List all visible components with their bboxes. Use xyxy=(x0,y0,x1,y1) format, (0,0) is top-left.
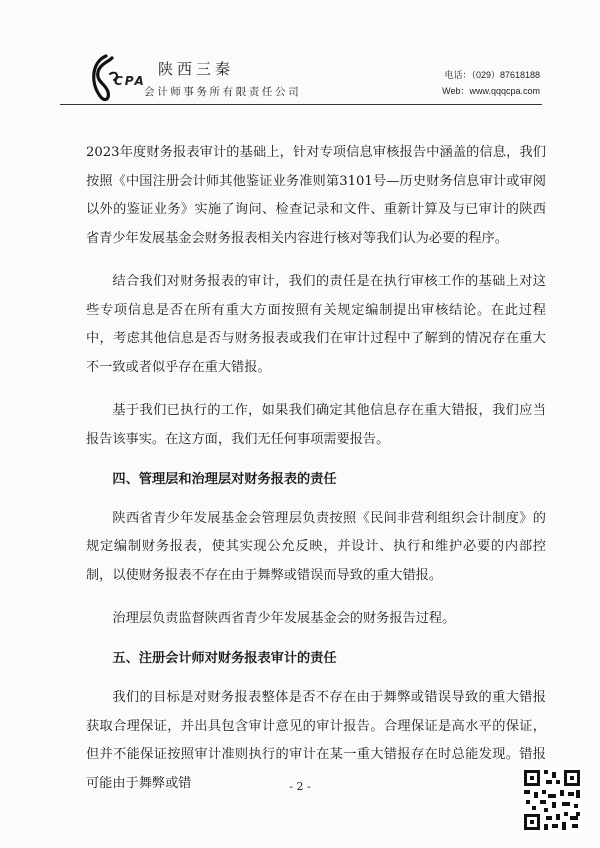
logo-text: CPA xyxy=(114,74,146,88)
website-link[interactable]: Web：www.qqqcpa.com xyxy=(442,86,540,96)
letterhead xyxy=(0,0,600,110)
report-body xyxy=(86,139,546,813)
page-number: - 2 - xyxy=(289,780,311,793)
paragraph: 治理层负责监督陕西省青少年发展基金会的财务报告过程。 xyxy=(112,611,456,627)
paragraph: 2023年度财务报表审计的基础上，针对专项信息审核报告中涵盖的信息，我们按照《中国注册会计师其他鉴证业务准则第3101号—历史财务信息审计或审阅以外的鉴证业务》实施了询问、检查记录和文件、重新计算及与已审计的陕西省青少年发展基金会财务报表相关内容进行核对等我们认为必要的程序。 xyxy=(86,145,546,246)
paragraph: 基于我们已执行的工作，如果我们确定其他信息存在重大错报，我们应当报告该事实。在这方面，我们无任何事项需要报告。 xyxy=(86,402,546,447)
header-divider xyxy=(60,104,542,105)
paragraph: 陕西省青少年发展基金会管理层负责按照《民间非营利组织会计制度》的规定编制财务报表，使其实现公允反映，并设计、执行和维护必要的内部控制，以使财务报表不存在由于舞弊或错误而导致的重大错报。 xyxy=(86,510,546,583)
phone-number: 电话：（029）87618188 xyxy=(444,70,540,80)
contact-info xyxy=(442,67,540,99)
section-heading: 五、注册会计师对财务报表审计的责任 xyxy=(112,651,337,667)
paragraph: 我们的目标是对财务报表整体是否不存在由于舞弊或错误导致的重大错报获取合理保证，并出具包含审计意见的审计报告。合理保证是高水平的保证，但并不能保证按照审计准则执行的审计在某一重大错报存在时总能发现。错报可能由于舞弊或错 xyxy=(86,690,546,792)
section-heading: 四、管理层和治理层对财务报表的责任 xyxy=(112,471,337,487)
firm-name: 陕西三秦 xyxy=(158,60,235,78)
firm-subtitle: 会计师事务所有限责任公司 xyxy=(144,86,302,98)
qr-code-icon xyxy=(522,768,582,832)
paragraph: 结合我们对财务报表的审计，我们的责任是在执行审核工作的基础上对这些专项信息是否在所有重大方面按照有关规定编制提出审核结论。在此过程中，考虑其他信息是否与财务报表或我们在审计过程中了解到的情况存在重大不一致或者似乎存在重大错报。 xyxy=(86,273,546,375)
